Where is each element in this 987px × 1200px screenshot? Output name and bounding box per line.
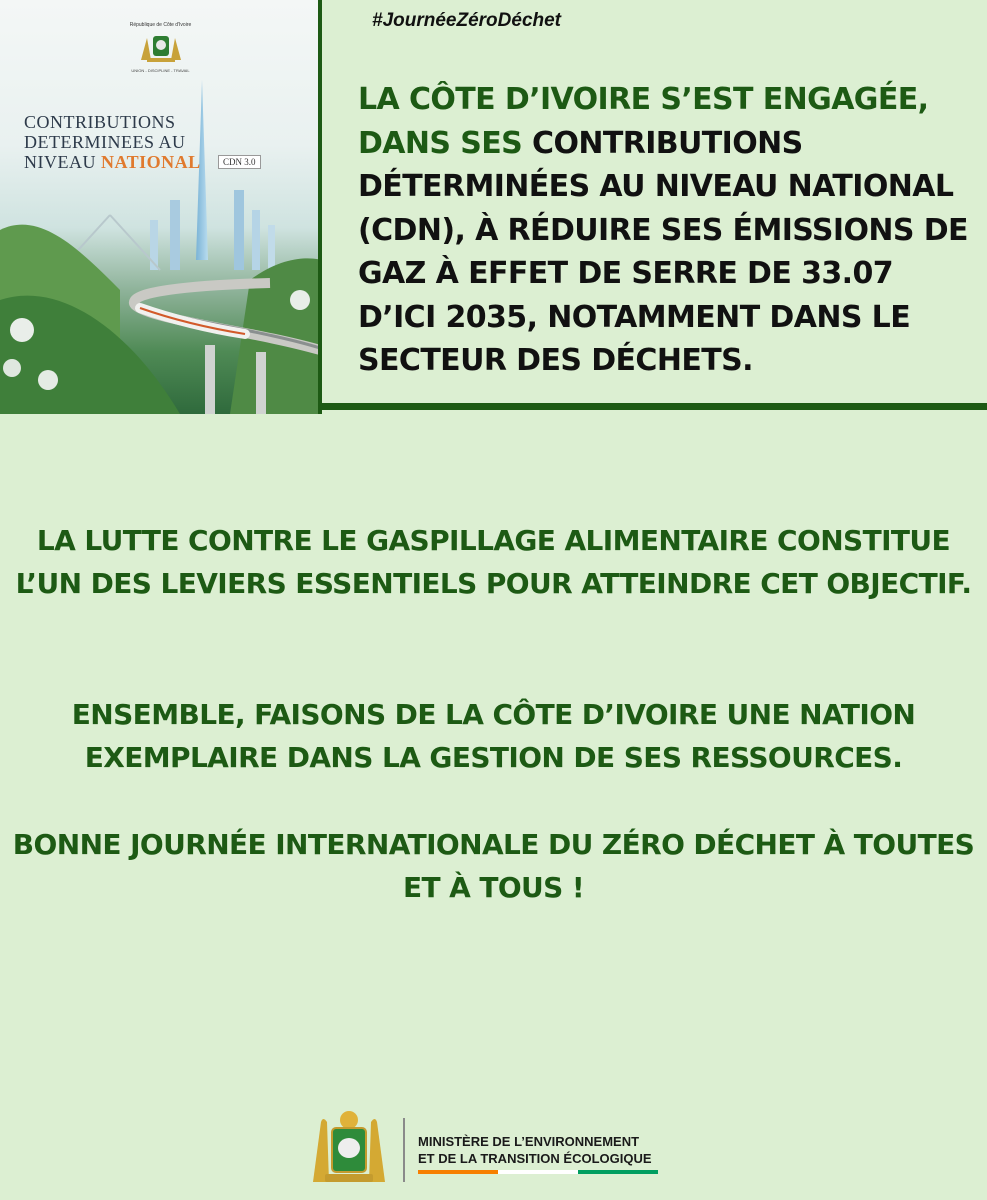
- coat-of-arms-icon: [305, 1110, 393, 1190]
- cdn-cover-image: [0, 0, 321, 414]
- hashtag: #JournéeZéroDéchet: [372, 10, 562, 31]
- horizontal-divider: [321, 403, 987, 410]
- cdn-badge: CDN 3.0: [218, 155, 261, 169]
- vertical-divider: [318, 0, 322, 414]
- flag-color-bar: [418, 1170, 658, 1174]
- cover-republic-header: République de Côte d'Ivoire: [129, 22, 192, 28]
- flag-white: [498, 1170, 578, 1174]
- ministry-name: MINISTÈRE DE L’ENVIRONNEMENT ET DE LA TRANSITION ÉCOLOGIQUE: [418, 1134, 652, 1166]
- paragraph-greeting: BONNE JOURNÉE INTERNATIONALE DU ZÉRO DÉCHET À TOUTES ET À TOUS !: [12, 828, 975, 904]
- paragraph-together: ENSEMBLE, FAISONS DE LA CÔTE D’IVOIRE UNE NATION EXEMPLAIRE DANS LA GESTION DE SES RESSOURCES.: [71, 698, 916, 774]
- footer-divider: [403, 1118, 405, 1182]
- intro-statement: LA CÔTE D’IVOIRE S’EST ENGAGÉE, DANS SES CONTRIBUTIONS DÉTERMINÉES AU NIVEAU NATIONAL (CDN), À RÉDUIRE SES ÉMISSIONS DE GAZ À EFFET DE SERRE DE 33.07 D’ICI 2035, NOTAMMENT DANS LE SECTEUR DES DÉCHETS.: [358, 82, 968, 378]
- flag-green: [578, 1170, 658, 1174]
- cover-motto: UNION - DISCIPLINE - TRAVAIL: [131, 68, 190, 73]
- cover-title: CONTRIBUTIONS DETERMINEES AU NIVEAU NATIONAL: [24, 112, 201, 172]
- paragraph-food-waste: LA LUTTE CONTRE LE GASPILLAGE ALIMENTAIRE CONSTITUE L’UN DES LEVIERS ESSENTIELS POUR ATTEINDRE CET OBJECTIF.: [15, 524, 972, 600]
- flag-orange: [418, 1170, 498, 1174]
- cover-coat-of-arms-icon: [137, 30, 185, 66]
